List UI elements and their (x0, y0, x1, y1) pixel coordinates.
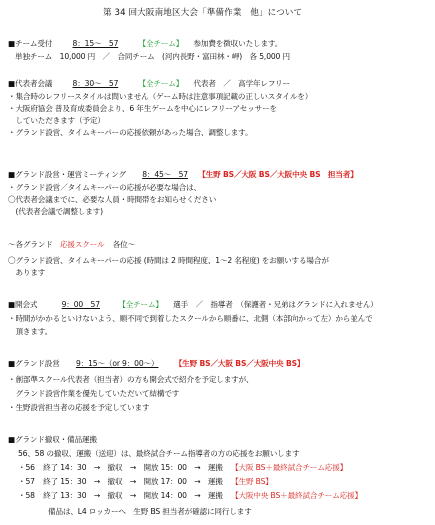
setup-line: ・生野設営担当者の応援を予定しています (8, 403, 150, 412)
reception-row (8, 39, 282, 49)
teardown-footer: 備品は、L4 ロッカーへ 生野 BS 担当者が確認に同行します (48, 507, 252, 516)
reps-note: 代表者 ／ 高学年レフリー (193, 79, 290, 88)
teardown-tag: 【大阪 BS＋最終試合チーム応援】 (231, 463, 348, 472)
teardown-schedule: 終了 14：30 → 撤収 → 開放 15：00 → 運搬 (43, 463, 223, 472)
teardown-tag: 【大阪中央 BS＋最終試合チーム応援】 (231, 491, 363, 500)
reps-line: ・グランド設営、タイムキーパーの応援依頼があった場合、調整します。 (8, 128, 253, 137)
opening-note: 選手 ／ 指導者 （保護者・兄弟はグランドに入れません） (173, 300, 378, 309)
setup-heading: ■グランド設営 (8, 359, 60, 368)
setup-line: ・創部準スクール代表者（担当者）の方も開会式で紹介を予定しますが、 (8, 375, 254, 384)
reps-time: 8：30～ 57 (72, 79, 119, 88)
reps-line: ・集合時のレフリースタイルは問いません（ゲーム時は注意事項記載の正しいスタイルを） (8, 92, 313, 101)
reps-row (8, 79, 290, 89)
ground-line: 〇代表者会議までに、必要な人員・時間帯をお知らせください (8, 195, 217, 204)
opening-heading: ■開会式 (8, 300, 38, 309)
reps-line: していただきます（予定） (8, 116, 105, 125)
support-heading: ～各グランド (8, 240, 53, 249)
reception-tag: 【全チーム】 (138, 39, 184, 48)
support-suffix: 各位～ (112, 240, 136, 249)
support-line: 〇グランド設営、タイムキーパーの応援 (時間は 2 時間程度、1～2 名程度) をお願いする場合が (8, 256, 329, 265)
support-line: あります (8, 268, 46, 277)
teardown-tag: 【生野 BS】 (231, 477, 273, 486)
opening-line: 頂きます。 (8, 327, 53, 336)
reps-tag: 【全チーム】 (138, 79, 184, 88)
opening-tag: 【全チーム】 (118, 300, 163, 309)
reception-fee-line: 単独チーム 10,000 円 ／ 合同チーム (河内長野・富田林・岬) 各 5,000 円 (15, 52, 290, 61)
opening-row (8, 300, 378, 310)
teardown-venue: ・58 (18, 491, 35, 500)
ground-time: 8：45～ 57 (142, 170, 188, 179)
reps-heading: ■代表者会議 (8, 79, 53, 88)
setup-line: グランド設営作業を優先していただいて結構です (8, 389, 180, 398)
reception-note: 参加費を徴収いたします。 (193, 39, 283, 48)
setup-row (8, 359, 304, 369)
teardown-row (18, 463, 347, 473)
setup-time: 9：15～（or 9：00～） (75, 359, 159, 368)
reception-heading: ■チーム受付 (8, 39, 53, 48)
opening-time: 9：00 57 (61, 300, 100, 309)
ground-line: ・グランド設営／タイムキーパーの応援が必要な場合は、 (8, 183, 202, 192)
ground-line: (代表者会議で調整します) (8, 207, 103, 216)
setup-tag: 【生野 BS／大阪 BS／大阪中央 BS】 (174, 359, 305, 368)
ground-row (8, 170, 358, 180)
reps-line: ・大阪府協会 普及育成委員会より、6 年生ゲームを中心にレフリーアセッサーを (8, 104, 277, 113)
teardown-row (18, 491, 362, 501)
reception-time: 8：15～ 57 (72, 39, 119, 48)
teardown-row (18, 477, 273, 487)
teardown-schedule: 終了 15：30 → 撤収 → 開放 17：00 → 運搬 (43, 477, 223, 486)
teardown-heading: ■グランド撤収・備品運搬 (8, 435, 97, 444)
teardown-venue: ・57 (18, 477, 35, 486)
support-row (8, 240, 135, 250)
opening-line: ・時間がかかるといけないよう、順不同で到着したスクールから順番に、北側（本部向かって左）から並んで (8, 314, 373, 323)
teardown-schedule: 終了 13：30 → 撤収 → 開放 14：00 → 運搬 (43, 491, 223, 500)
teardown-venue: ・56 (18, 463, 35, 472)
teardown-intro: 56、58 の撤収、運搬（送迎）は、最終試合チーム指導者の方の応援をお願いします (18, 449, 300, 458)
ground-heading: ■グランド設営・運営ミーティング (8, 170, 126, 179)
support-label: 応援スクール (59, 240, 105, 249)
document-title: 第 34 回大阪南地区大会「準備作業 他」について (103, 8, 303, 18)
ground-tag: 【生野 BS／大阪 BS／大阪中央 BS 担当者】 (198, 170, 358, 179)
